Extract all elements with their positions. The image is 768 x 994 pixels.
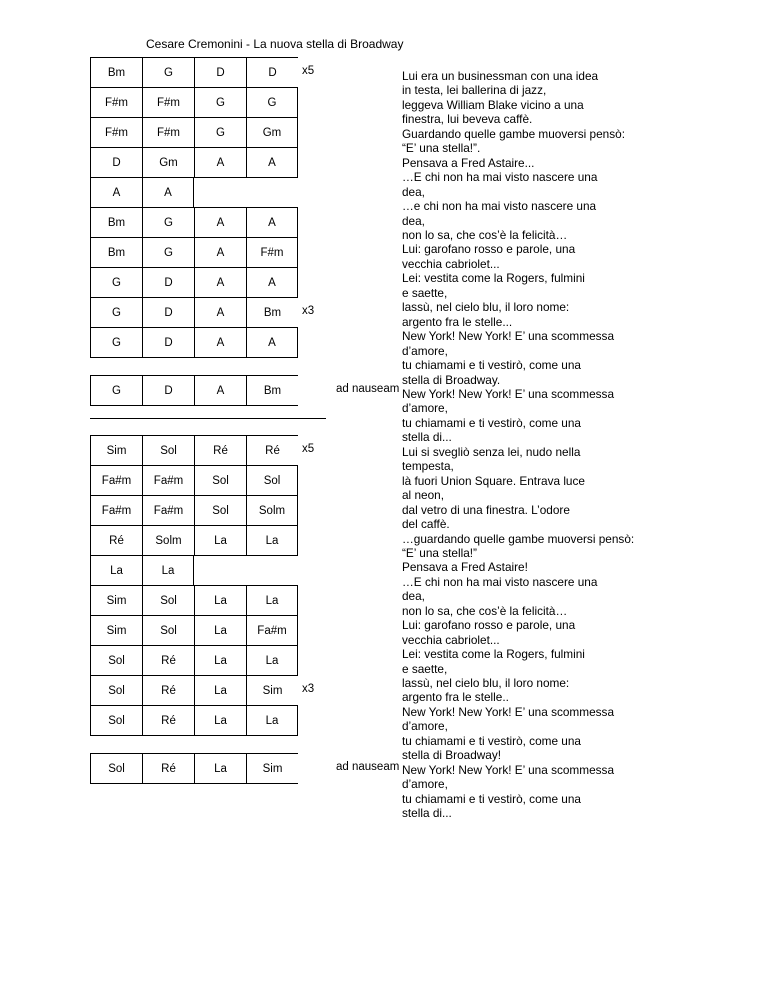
lyric-line: d’amore, xyxy=(402,777,448,792)
chord-row xyxy=(90,645,298,676)
chord-cell: La xyxy=(194,586,246,615)
repeat-note: x3 xyxy=(302,305,315,317)
chord-cell: Ré xyxy=(246,436,298,465)
chord-cell: Sol xyxy=(246,466,298,495)
lyric-line: al neon, xyxy=(402,488,444,503)
chord-cell: Fa#m xyxy=(142,466,194,495)
repeat-note: ad nauseam xyxy=(336,383,400,395)
lyric-line: dea, xyxy=(402,589,425,604)
chord-cell: La xyxy=(90,556,142,585)
chord-cell: La xyxy=(194,676,246,705)
lyrics-column xyxy=(402,69,662,821)
chord-cell: Ré xyxy=(194,436,246,465)
chord-cell: Fa#m xyxy=(142,496,194,525)
lyric-line: tempesta, xyxy=(402,459,454,474)
lyric-line: lassù, nel cielo blu, il loro nome: xyxy=(402,300,570,315)
lyric-line: leggeva William Blake vicino a una xyxy=(402,97,584,112)
chord-cell: G xyxy=(90,268,142,297)
lyric-line: vecchia cabriolet... xyxy=(402,256,500,271)
lyric-line: New York! New York! E’ una scommessa xyxy=(402,762,615,777)
lyric-line: vecchia cabriolet... xyxy=(402,632,500,647)
lyric-line: del caffè. xyxy=(402,517,450,532)
chord-cell: A xyxy=(194,376,246,405)
lyric-line: Guardando quelle gambe muoversi pensò: xyxy=(402,126,625,141)
chord-cell: Ré xyxy=(142,754,194,783)
chord-cell: A xyxy=(194,148,246,177)
chord-cell: F#m xyxy=(142,88,194,117)
chord-cell: G xyxy=(142,238,194,267)
lyric-line: …E chi non ha mai visto nascere una xyxy=(402,170,598,185)
chord-cell: G xyxy=(194,88,246,117)
chord-cell: La xyxy=(194,754,246,783)
lyric-line: …e chi non ha mai visto nascere una xyxy=(402,199,597,214)
chord-cell: Bm xyxy=(90,208,142,237)
chord-cell: Gm xyxy=(142,148,194,177)
chord-cell: D xyxy=(142,376,194,405)
chord-cell: Solm xyxy=(246,496,298,525)
chord-cell: Sol xyxy=(194,466,246,495)
chord-cell: Sol xyxy=(90,646,142,675)
repeat-note: ad nauseam xyxy=(336,761,400,773)
chord-row xyxy=(90,435,315,466)
lyric-line: Lui: garofano rosso e parole, una xyxy=(402,242,576,257)
chord-row xyxy=(90,375,400,406)
chord-cell: D xyxy=(142,268,194,297)
chord-cell: La xyxy=(246,586,298,615)
chord-cell: A xyxy=(246,268,298,297)
chord-cell: Fa#m xyxy=(246,616,298,645)
chord-cell: Sim xyxy=(246,676,298,705)
lyric-line: dea, xyxy=(402,184,425,199)
chord-cell: La xyxy=(194,706,246,735)
chord-row xyxy=(90,525,298,556)
chord-cell: F#m xyxy=(142,118,194,147)
chord-cell: Sol xyxy=(142,616,194,645)
lyric-line: stella di Broadway! xyxy=(402,748,502,763)
chord-cell: A xyxy=(194,328,246,357)
chord-cell: Bm xyxy=(90,238,142,267)
chord-row xyxy=(90,585,298,616)
lyric-line: stella di... xyxy=(402,806,452,821)
lyric-line: tu chiamami e ti vestirò, come una xyxy=(402,791,581,806)
chord-row xyxy=(90,237,298,268)
chord-cell: D xyxy=(246,58,298,87)
chord-cell: Bm xyxy=(246,298,298,327)
chord-cell: Sol xyxy=(90,754,142,783)
chord-row xyxy=(90,297,315,328)
chord-row xyxy=(90,495,298,526)
chord-row xyxy=(90,465,298,496)
chord-cell: La xyxy=(194,526,246,555)
lyric-line: tu chiamami e ti vestirò, come una xyxy=(402,733,581,748)
chord-grid-letters xyxy=(90,58,400,406)
chord-row xyxy=(90,615,298,646)
chord-cell: Sim xyxy=(90,616,142,645)
chord-grid-solfege xyxy=(90,436,400,784)
lyric-line: finestra, lui beveva caffè. xyxy=(402,112,533,127)
chord-cell: D xyxy=(142,298,194,327)
chord-cell: La xyxy=(246,526,298,555)
lyric-line: “E’ una stella!” xyxy=(402,545,477,560)
lyric-line: dal vetro di una finestra. L’odore xyxy=(402,502,570,517)
chord-row xyxy=(90,327,298,358)
chord-cell: D xyxy=(194,58,246,87)
chord-cell: G xyxy=(142,58,194,87)
chord-row xyxy=(90,675,315,706)
chord-row xyxy=(90,177,194,208)
chord-cell: Sim xyxy=(90,436,142,465)
chord-cell: F#m xyxy=(246,238,298,267)
chord-row xyxy=(90,87,298,118)
chord-cell: Sol xyxy=(194,496,246,525)
chord-cell: D xyxy=(90,148,142,177)
chord-cell: A xyxy=(194,238,246,267)
chord-cell: La xyxy=(194,616,246,645)
chord-cell: Ré xyxy=(90,526,142,555)
lyric-line: “E’ una stella!”. xyxy=(402,141,481,156)
lyric-line: non lo sa, che cos’è la felicità… xyxy=(402,227,568,242)
chord-row xyxy=(90,705,298,736)
chord-cell: A xyxy=(246,148,298,177)
chord-row xyxy=(90,57,315,88)
chord-cell: Solm xyxy=(142,526,194,555)
lyric-line: stella di Broadway. xyxy=(402,372,501,387)
lyric-line: e saette, xyxy=(402,661,448,676)
chord-cell: A xyxy=(194,298,246,327)
lyric-line: stella di... xyxy=(402,430,452,445)
chord-cell: La xyxy=(142,556,194,585)
chord-cell: G xyxy=(142,208,194,237)
chord-row xyxy=(90,207,298,238)
lyric-line: argento fra le stelle.. xyxy=(402,690,509,705)
lyric-line: Lui si svegliò senza lei, nudo nella xyxy=(402,444,581,459)
lyric-line: d’amore, xyxy=(402,719,448,734)
chord-cell: F#m xyxy=(90,118,142,147)
chord-cell: Gm xyxy=(246,118,298,147)
chord-cell: La xyxy=(246,646,298,675)
chord-cell: La xyxy=(246,706,298,735)
lyric-line: …E chi non ha mai visto nascere una xyxy=(402,574,598,589)
lyric-line: Pensava a Fred Astaire... xyxy=(402,155,535,170)
chord-cell: Bm xyxy=(90,58,142,87)
chord-cell: F#m xyxy=(90,88,142,117)
chord-cell: Ré xyxy=(142,706,194,735)
lyric-line: Lui era un businessman con una idea xyxy=(402,69,599,83)
chord-row xyxy=(90,117,298,148)
lyric-line: lassù, nel cielo blu, il loro nome: xyxy=(402,676,570,691)
section-divider xyxy=(90,418,326,419)
lyric-line: …guardando quelle gambe muoversi pensò: xyxy=(402,531,635,546)
lyric-line: dea, xyxy=(402,213,425,228)
chord-cell: Fa#m xyxy=(90,496,142,525)
chord-cell: A xyxy=(90,178,142,207)
chord-cell: La xyxy=(194,646,246,675)
lyric-line: New York! New York! E’ una scommessa xyxy=(402,329,615,344)
page-title: Cesare Cremonini - La nuova stella di Broadway xyxy=(146,37,404,51)
lyric-line: Lei: vestita come la Rogers, fulmini xyxy=(402,647,585,662)
chord-cell: Sim xyxy=(90,586,142,615)
chord-cell: G xyxy=(90,298,142,327)
chord-cell: Bm xyxy=(246,376,298,405)
lyric-line: non lo sa, che cos’è la felicità… xyxy=(402,603,568,618)
chord-cell: Sol xyxy=(90,706,142,735)
chord-cell: D xyxy=(142,328,194,357)
chord-cell: Sim xyxy=(246,754,298,783)
chord-cell: A xyxy=(246,208,298,237)
lyric-line: Lui: garofano rosso e parole, una xyxy=(402,618,576,633)
chord-cell: A xyxy=(142,178,194,207)
chord-cell: G xyxy=(194,118,246,147)
repeat-note: x5 xyxy=(302,443,315,455)
chord-cell: Sol xyxy=(90,676,142,705)
lyric-line: in testa, lei ballerina di jazz, xyxy=(402,83,547,98)
chord-row xyxy=(90,555,194,586)
chord-cell: Sol xyxy=(142,586,194,615)
lyric-line: e saette, xyxy=(402,285,448,300)
lyric-line: argento fra le stelle... xyxy=(402,314,513,329)
chord-cell: Fa#m xyxy=(90,466,142,495)
lyric-line: New York! New York! E’ una scommessa xyxy=(402,704,615,719)
chord-cell: Sol xyxy=(142,436,194,465)
lyric-line: Pensava a Fred Astaire! xyxy=(402,560,528,575)
lyric-line: New York! New York! E’ una scommessa xyxy=(402,386,615,401)
chord-row xyxy=(90,267,298,298)
chord-cell: G xyxy=(246,88,298,117)
lyric-line: là fuori Union Square. Entrava luce xyxy=(402,473,585,488)
chord-cell: A xyxy=(194,268,246,297)
chord-row xyxy=(90,753,400,784)
chord-cell: Ré xyxy=(142,676,194,705)
chord-row xyxy=(90,147,298,178)
lyric-line: tu chiamami e ti vestirò, come una xyxy=(402,415,581,430)
chord-cell: G xyxy=(90,376,142,405)
lyric-line: tu chiamami e ti vestirò, come una xyxy=(402,358,581,373)
chord-cell: A xyxy=(246,328,298,357)
lyric-line: d’amore, xyxy=(402,401,448,416)
lyric-line: Lei: vestita come la Rogers, fulmini xyxy=(402,271,585,286)
lyric-line: d’amore, xyxy=(402,343,448,358)
chord-cell: G xyxy=(90,328,142,357)
repeat-note: x3 xyxy=(302,683,315,695)
chord-cell: Ré xyxy=(142,646,194,675)
chord-cell: A xyxy=(194,208,246,237)
repeat-note: x5 xyxy=(302,65,315,77)
